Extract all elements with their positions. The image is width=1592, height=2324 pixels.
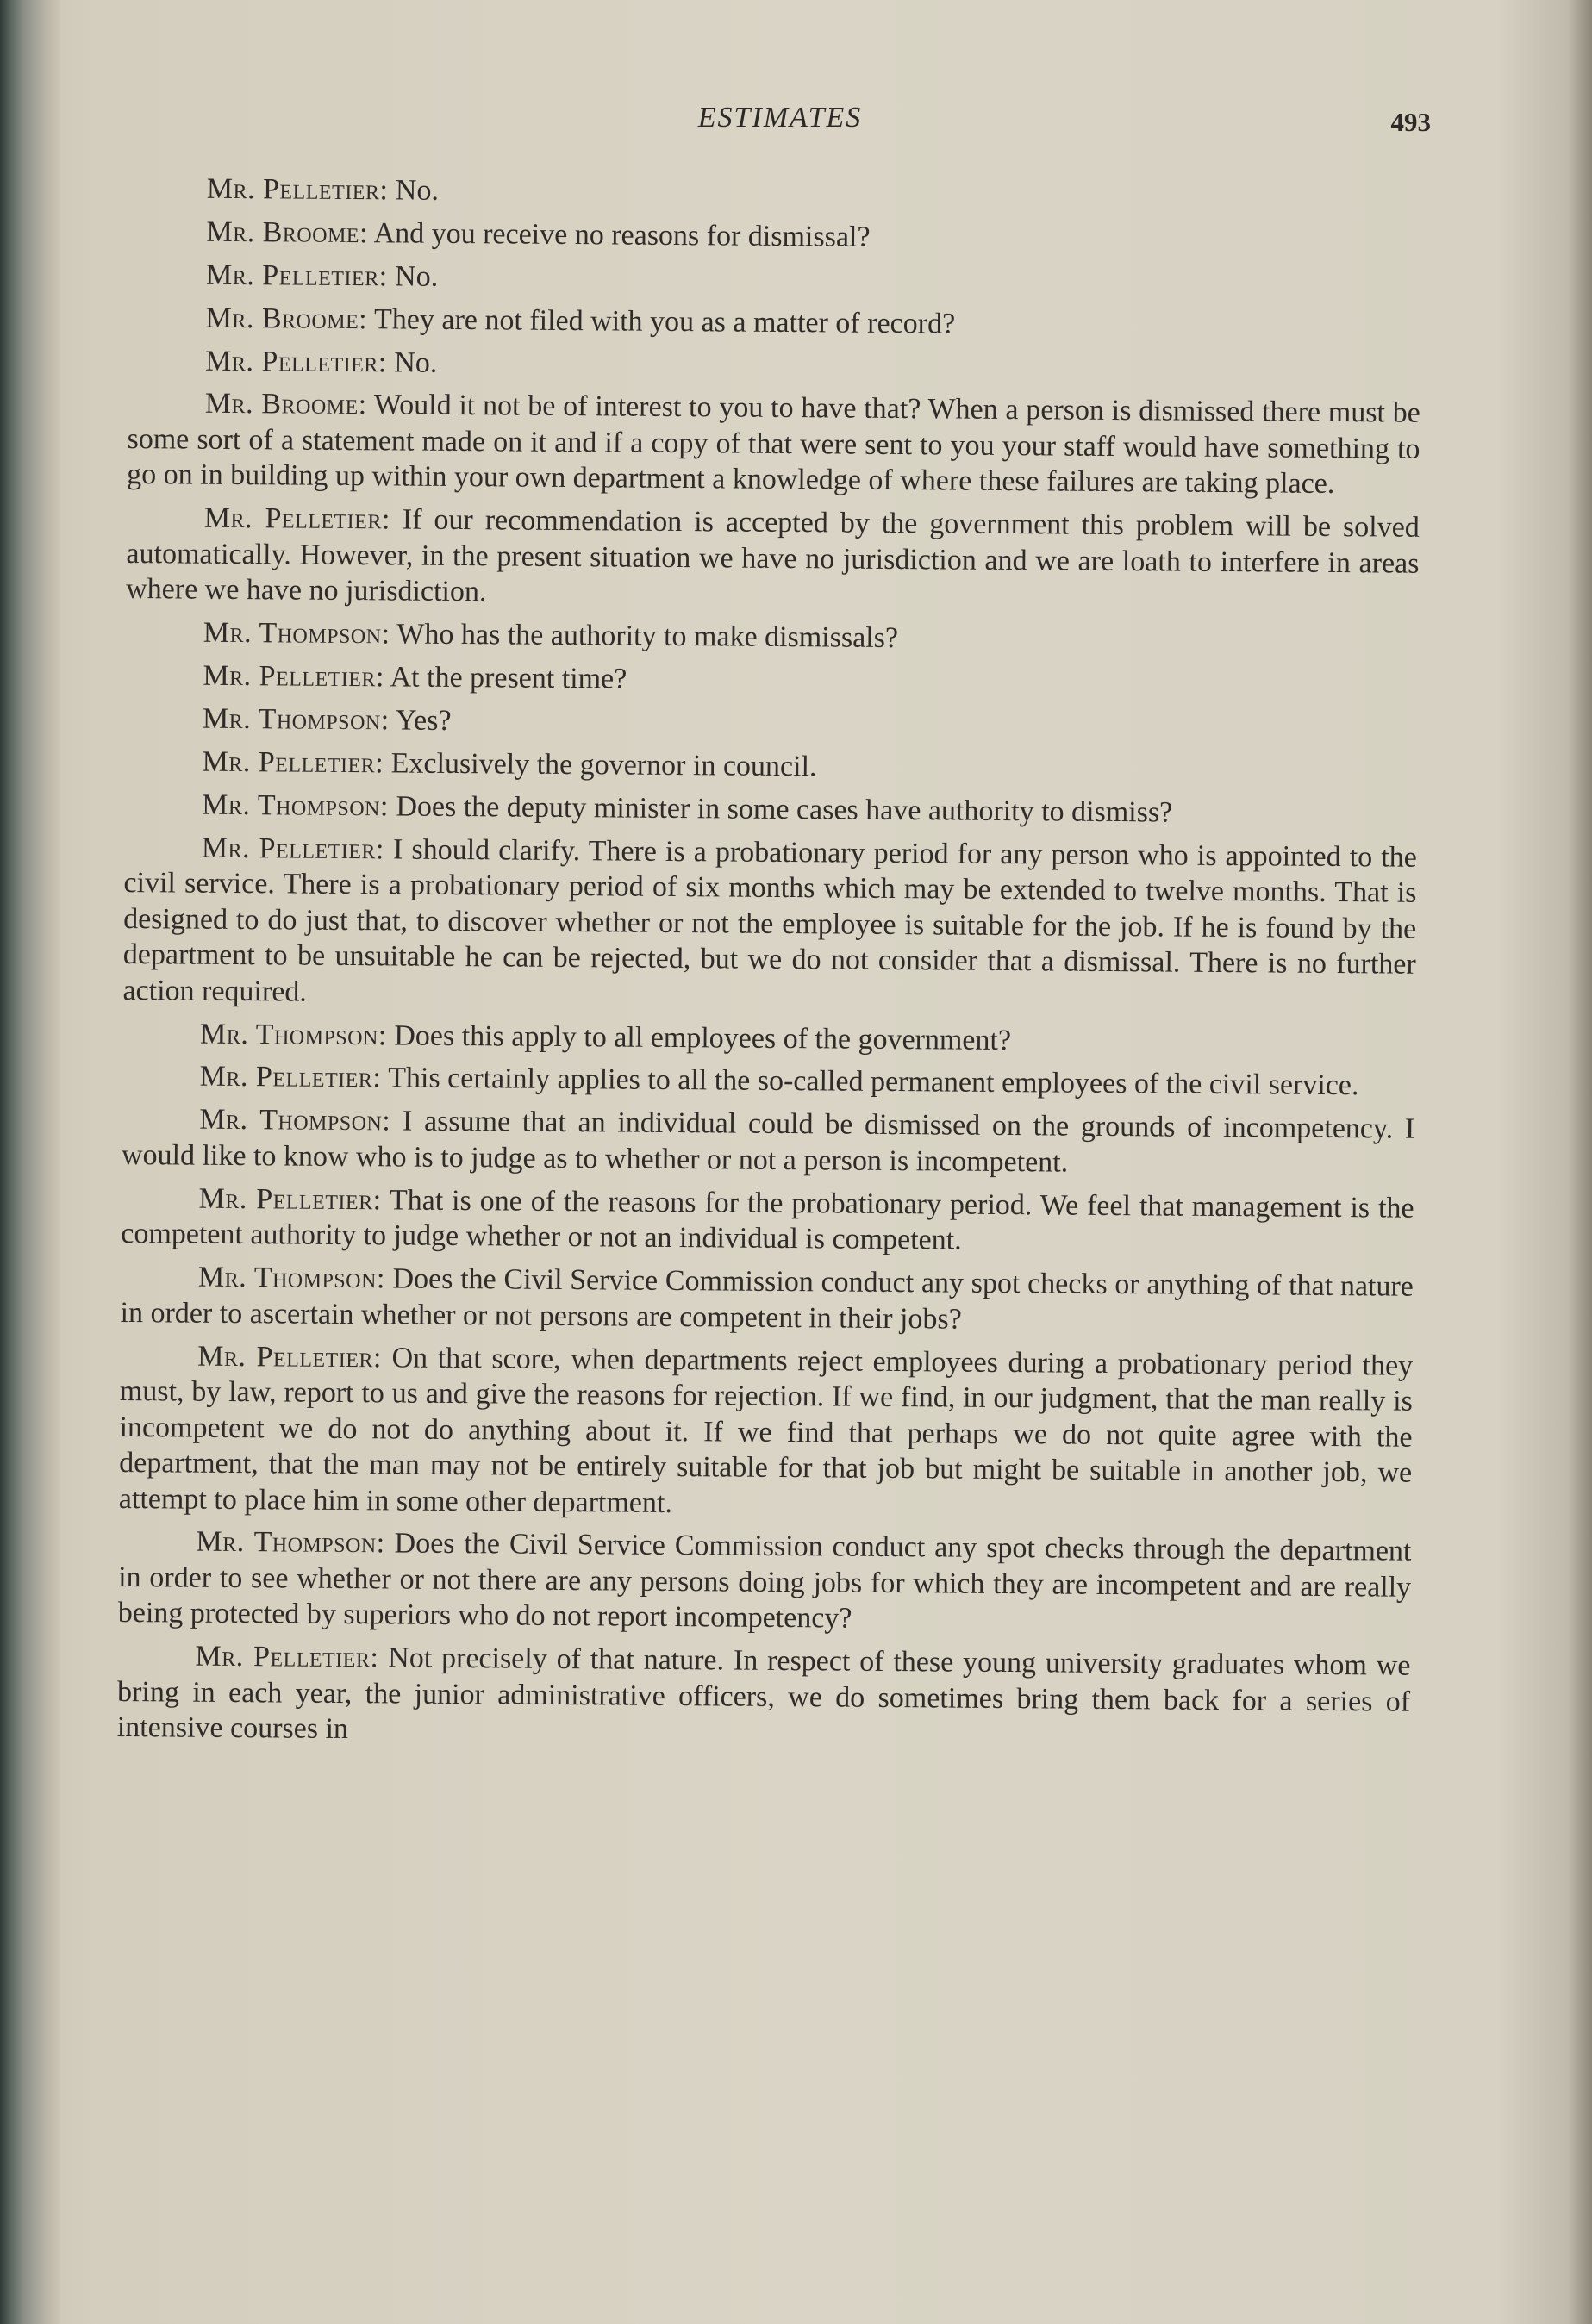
speech-text: Not precisely of that nature. In respect of these young university graduates whom we bring in each year, the junior administrative officers, we do sometimes bring them back for a series of intensive courses in	[116, 1642, 1411, 1746]
speaker-name: Mr. Thompson:	[202, 702, 390, 737]
page-header	[129, 102, 1431, 153]
speech-text: And you receive no reasons for dismissal?	[367, 217, 871, 253]
book-binding-edge	[0, 0, 60, 2324]
transcript-paragraph	[121, 1181, 1414, 1262]
speaker-name: Mr. Pelletier:	[201, 832, 385, 866]
speech-text: If our recommendation is accepted by the government this problem will be solved automatically. However, in the present situation we have no jurisdiction and we are loath to interfere in areas where we have no jurisdiction.	[126, 503, 1420, 608]
speaker-name: Mr. Thompson:	[203, 616, 390, 651]
speaker-name: Mr. Thompson:	[196, 1526, 385, 1560]
page-number: 493	[1390, 107, 1431, 137]
speech-text: Exclusively the governor in council.	[384, 747, 817, 783]
speech-text: That is one of the reasons for the probationary period. We feel that management is the competent authority to judge whether or not an individual is competent.	[121, 1184, 1414, 1256]
speaker-name: Mr. Broome:	[204, 388, 367, 421]
speech-text: No.	[387, 260, 439, 293]
speaker-name: Mr. Pelletier:	[205, 345, 387, 378]
speech-text: On that score, when departments reject employees during a probationary period they must, by law, report to us and give the reasons for rejection. If we find, in our judgment, that the man really is incompetent we do not do anything about it. If we find that perhaps we do not quite agree with the department, that the man may not be entirely suitable for that job but might be suitable in another job, we attempt to place him in some other department.	[118, 1341, 1414, 1519]
transcript-paragraph	[128, 300, 1420, 346]
speaker-name: Mr. Thompson:	[199, 1018, 387, 1051]
speaker-name: Mr. Pelletier:	[205, 259, 388, 293]
page-edge-shadow	[1568, 0, 1592, 2324]
speech-text: This certainly applies to all the so-called permanent employees of the civil service.	[381, 1062, 1359, 1102]
transcript-paragraph	[126, 500, 1420, 617]
transcript-paragraph	[128, 214, 1421, 259]
speaker-name: Mr. Broome:	[206, 215, 369, 250]
speech-text: I assume that an individual could be dismissed on the grounds of incompetency. I would like to know who is to judge as to whether or not a person is incompetent.	[121, 1105, 1415, 1179]
speaker-name: Mr. Pelletier:	[195, 1640, 379, 1674]
speaker-name: Mr. Pelletier:	[197, 1340, 383, 1374]
speaker-name: Mr. Pelletier:	[203, 659, 385, 694]
transcript-paragraph	[127, 385, 1420, 502]
speech-text: No.	[388, 174, 440, 207]
speech-text: Does this apply to all employees of the government?	[386, 1019, 1012, 1056]
transcript-paragraph	[124, 744, 1417, 789]
running-head: ESTIMATES	[697, 102, 863, 134]
speaker-name: Mr. Pelletier:	[206, 172, 389, 207]
speech-text: Yes?	[389, 704, 452, 737]
speaker-name: Mr. Broome:	[205, 302, 368, 335]
speaker-name: Mr. Pelletier:	[203, 502, 391, 536]
transcript-paragraph	[118, 1523, 1412, 1641]
transcript-paragraph	[122, 830, 1417, 1019]
transcript-paragraph	[128, 257, 1421, 302]
speaker-name: Mr. Thompson:	[199, 1104, 391, 1137]
transcript-paragraph	[120, 1259, 1414, 1341]
transcript-paragraph	[122, 1058, 1415, 1104]
speaker-name: Mr. Pelletier:	[198, 1182, 382, 1217]
transcript-paragraph	[128, 343, 1420, 389]
speech-text: Who has the authority to make dismissals?	[390, 618, 899, 655]
speech-text: I should clarify. There is a probationary period for any person who is appointed to the civil service. There is a probationary period of six months which may be extended to twelve months. That is designed to do just that, to discover whether or not the employee is suitable for the job. If he is found by the department to be unsuitable he can be rejected, but we do not consider that a dismissal. There is no further action required.	[122, 833, 1417, 1008]
transcript-paragraph	[117, 1638, 1411, 1755]
transcript-paragraph	[129, 171, 1422, 216]
transcript-body	[117, 171, 1422, 1763]
speaker-name: Mr. Pelletier:	[199, 1061, 382, 1094]
transcript-paragraph	[122, 1016, 1415, 1062]
speaker-name: Mr. Thompson:	[202, 788, 390, 823]
speech-text: Would it not be of interest to you to have that? When a person is dismissed there must be some sort of a statement made on it and if a copy of that were sent to you your staff would have something to go on in building up within your own department a knowledge of where these failures are taking place.	[127, 389, 1420, 501]
speech-text: They are not filed with you as a matter of record?	[367, 302, 956, 340]
speaker-name: Mr. Pelletier:	[202, 745, 384, 780]
speech-text: At the present time?	[384, 661, 627, 695]
transcript-paragraph	[119, 1337, 1414, 1526]
transcript-paragraph	[122, 1101, 1415, 1183]
speech-text: Does the deputy minister in some cases have authority to dismiss?	[388, 790, 1173, 829]
speech-text: Does the Civil Service Commission conduct any spot checks or anything of that nature in order to ascertain whether or not persons are competent in their jobs?	[120, 1262, 1414, 1336]
speaker-name: Mr. Thompson:	[197, 1261, 385, 1295]
transcript-paragraph	[125, 701, 1418, 746]
transcript-paragraph	[125, 657, 1418, 703]
speech-text: Does the Civil Service Commission conduct any spot checks through the department in order to see whether or not there are any persons doing jobs for which they are incompetent and are really being protected by superiors who do not report incompetency?	[117, 1527, 1412, 1636]
speech-text: No.	[386, 346, 438, 379]
transcript-paragraph	[126, 614, 1419, 660]
transcript-paragraph	[124, 787, 1417, 832]
